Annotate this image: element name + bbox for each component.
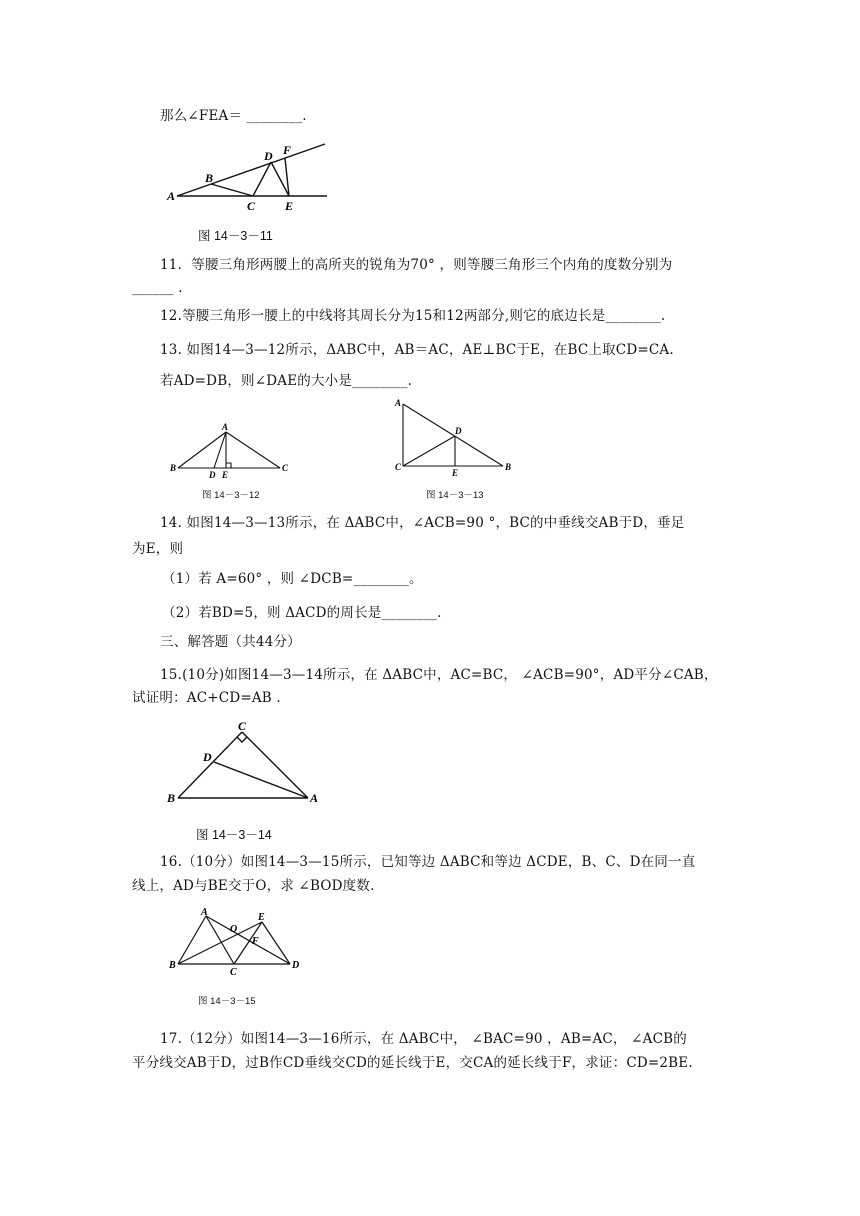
fig1-label-e: E	[285, 199, 294, 213]
fig3-label-d: D	[455, 426, 462, 436]
fig4-label-a: A	[310, 791, 319, 805]
fig3-label-b: B	[505, 462, 512, 472]
fig5-label-b: B	[169, 960, 176, 971]
fig2-caption: 图 14－3－12	[202, 490, 260, 501]
fig5-label-e: E	[258, 912, 265, 923]
fig5-caption: 图 14－3－15	[198, 996, 256, 1007]
fig3-label-e: E	[452, 468, 459, 478]
fig2-label-b: B	[170, 463, 177, 473]
fig1-label-b: B	[205, 171, 214, 185]
fig1-label-c: C	[247, 199, 256, 213]
figure-14-3-11	[165, 140, 335, 212]
q13-line1: 13. 如图14—3—12所示，ΔABC中，AB＝AC，AE⊥BC于E，在BC上取CD=CA.	[160, 342, 674, 358]
q14-sub1: （1）若 A=60° ，则 ∠DCB=________。	[162, 571, 423, 587]
fig2-label-d: D	[209, 470, 216, 480]
fig4-label-b: B	[167, 791, 176, 805]
fig3-label-a: A	[395, 398, 402, 408]
fig2-label-a: A	[222, 422, 229, 432]
q17-line1: 17.（12分）如图14—3—16所示，在 ΔABC中， ∠BAC=90 ，AB=AC， ∠ACB的	[160, 1031, 687, 1047]
q16-line2: 线上，AD与BE交于O，求 ∠BOD度数.	[132, 878, 375, 894]
q16-line1: 16.（10分）如图14—3—15所示，已知等边 ΔABC和等边 ΔCDE，B、C、D在同一直	[160, 854, 696, 870]
fig4-label-d: D	[203, 750, 212, 764]
fig5-label-o: O	[230, 924, 238, 935]
figure-14-3-12	[168, 420, 298, 480]
fig4-label-c: C	[238, 719, 247, 733]
q12-line1: 12.等腰三角形一腰上的中线将其周长分为15和12两部分,则它的底边长是________.	[160, 308, 666, 324]
fig3-label-c: C	[395, 462, 402, 472]
q14-line1: 14. 如图14—3—13所示，在 ΔABC中，∠ACB=90 °，BC的中垂线交AB于D，垂足	[160, 515, 685, 531]
q10-line: 那么∠FEA＝ ________.	[160, 108, 307, 124]
q17-line2: 平分线交AB于D，过B作CD垂线交CD的延长线于E，交CA的延长线于F，求证：CD=2BE.	[132, 1055, 693, 1071]
fig1-label-d: D	[264, 149, 273, 163]
q11-line2: ______ .	[132, 280, 183, 296]
fig1-caption: 图 14－3－11	[198, 229, 273, 243]
fig3-caption: 图 14－3－13	[426, 490, 484, 501]
figure-14-3-15	[166, 906, 306, 976]
fig1-label-a: A	[167, 189, 176, 203]
fig5-label-d: D	[292, 960, 300, 971]
q11-line1: 11．等腰三角形两腰上的高所夹的锐角为70° ，则等腰三角形三个内角的度数分别为	[160, 257, 673, 273]
fig4-caption: 图 14－3－14	[196, 828, 272, 842]
q15-line2: 试证明：AC+CD=AB .	[132, 690, 281, 706]
q13-line2: 若AD=DB，则∠DAE的大小是________.	[160, 373, 413, 389]
q14-sub2: （2）若BD=5，则 ΔACD的周长是________.	[162, 605, 442, 621]
fig5-label-f: F	[252, 936, 259, 947]
q14-line2: 为E，则	[132, 541, 184, 557]
figure-14-3-13	[393, 396, 523, 476]
figure-14-3-14	[166, 718, 326, 808]
section-title: 三、解答题（共44分）	[160, 634, 301, 650]
q15-line1: 15.(10分)如图14—3—14所示，在 ΔABC中，AC=BC， ∠ACB=90°，AD平分∠CAB，	[160, 667, 718, 683]
fig5-label-c: C	[230, 967, 237, 978]
fig5-label-a: A	[201, 907, 208, 918]
fig2-label-c: C	[282, 463, 289, 473]
fig2-label-e: E	[222, 470, 229, 480]
fig1-label-f: F	[283, 143, 292, 157]
